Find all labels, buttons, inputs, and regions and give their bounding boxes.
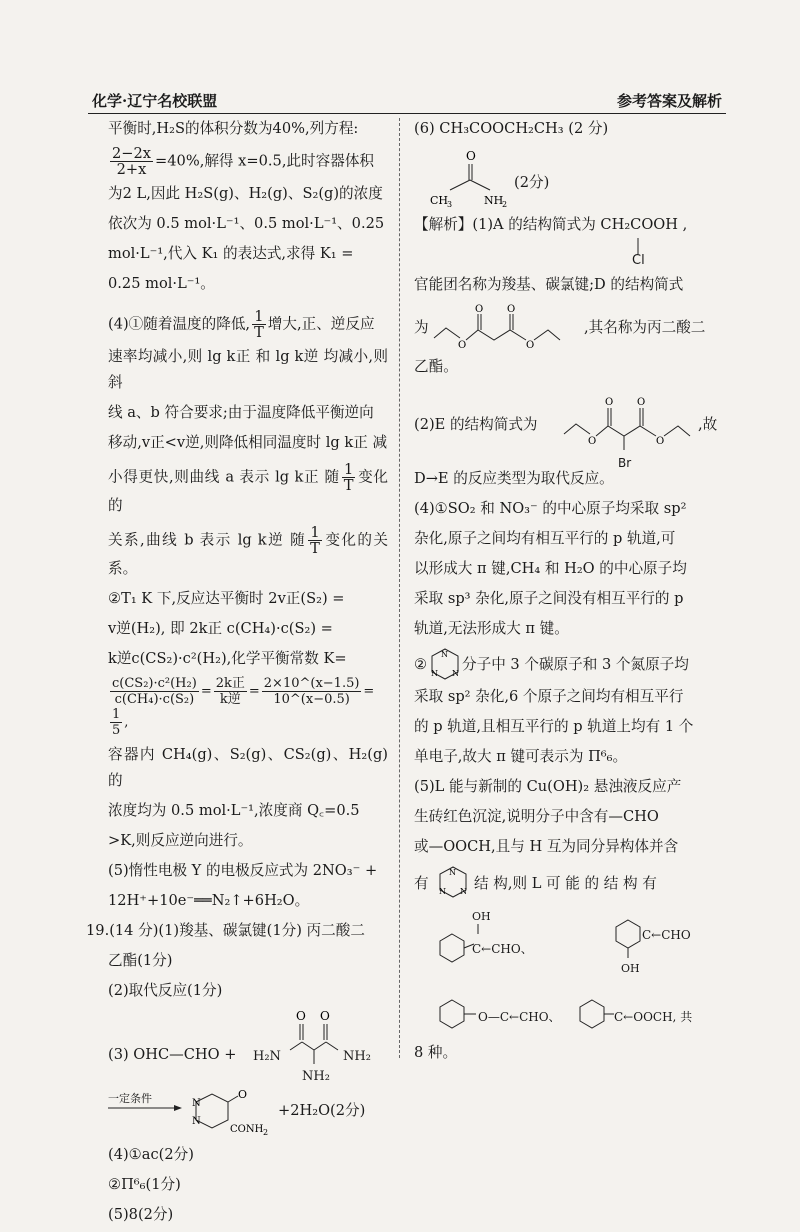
triazine-ring: [436, 864, 470, 902]
equation-line: $\frac{2-2x}{2+x}$ =40%,解得 x=0.5,此时容器体积: [112, 145, 375, 178]
text-line: v逆(H₂), 即 2k正 c(CH₄)·c(S₂) =: [108, 620, 333, 637]
text-line: 速率均减小,则 lg k正 和 lg k逆 均减小,则斜: [108, 348, 388, 391]
svg-text:O: O: [296, 1009, 306, 1023]
text-line: 小得更快,则曲线 a 表示 lg k正 随 $\frac{1}{T}$ 变化的: [108, 461, 388, 514]
acetamide-line: O CH 3 NH 2 (2分): [414, 146, 724, 212]
text-line: 以形成大 π 键,CH₄ 和 H₂O 的中心原子均: [414, 560, 687, 577]
header-section: 参考答案及解析: [616, 92, 722, 110]
text-line: 或—OOCH,且与 H 互为同分异构体并含: [414, 838, 679, 855]
svg-text:N: N: [192, 1116, 201, 1127]
svg-text:N: N: [449, 868, 456, 877]
acetamide-structure: [414, 146, 524, 212]
svg-text:N: N: [439, 887, 446, 896]
text-line: (4)①随着温度的降低, $\frac{1}{T}$ 增大,正、逆反应: [108, 308, 375, 341]
text-line: 的 p 轨道,且相互平行的 p 轨道上均有 1 个: [414, 718, 694, 735]
text-line: 19.(14 分)(1)羧基、碳氯键(1分) 丙二酸二: [86, 922, 365, 939]
text-line: ② N N N 分子中 3 个碳原子和 3 个氮原子均: [414, 646, 724, 684]
text-line: D→E 的反应类型为取代反应。: [414, 470, 614, 487]
svg-text:2: 2: [502, 200, 508, 209]
text-line: 官能团名称为羧基、碳氯键;D 的结构简式: [414, 276, 684, 293]
text-line: 8 种。: [414, 1044, 458, 1061]
column-divider: [399, 118, 400, 1058]
text-line: 容器内 CH₄(g)、S₂(g)、CS₂(g)、H₂(g)的: [108, 746, 388, 789]
svg-text:O: O: [320, 1009, 330, 1023]
reaction-product: 一定条件 N N O CONH 2 +2H₂O(2分): [108, 1086, 388, 1142]
diethyl-malonate-structure: [432, 302, 582, 354]
text-line: 为2 L,因此 H₂S(g)、H₂(g)、S₂(g)的浓度: [108, 185, 383, 202]
svg-text:O: O: [637, 397, 646, 408]
text-line: 有 N N N 结 构,则 L 可 能 的 结 构 有: [414, 864, 724, 904]
text-line: 轨道,无法形成大 π 键。: [414, 620, 569, 637]
text-line: 关系,曲线 b 表示 lg k逆 随 $\frac{1}{T}$ 变化的关系。: [108, 524, 388, 577]
header-rule: [88, 113, 726, 114]
text-line: >K,则反应逆向进行。: [108, 832, 253, 849]
text-line: (5)8(2分): [108, 1206, 174, 1223]
text-line: (2)E 的结构简式为 O O O O Br ,故: [414, 392, 724, 466]
candidate-structures: OH C←CHO、 C←CHO OH O—C←CHO、 C←OOCH, 共: [414, 904, 724, 1044]
text-line: ②Π⁶₆(1分): [108, 1176, 181, 1193]
svg-text:N: N: [452, 669, 459, 678]
header-title: 化学·辽宁名校联盟: [92, 92, 218, 110]
chloro-branch: Cl: [632, 253, 645, 268]
right-column: [414, 116, 724, 1070]
text-line: 移动,v正<v逆,则降低相同温度时 lg k正 减: [108, 434, 388, 451]
text-line: 浓度均为 0.5 mol·L⁻¹,浓度商 Q꜀=0.5: [108, 802, 360, 819]
text-line: 为 O O O O ,其名称为丙二酸二: [414, 302, 724, 354]
text-line: 【解析】(1)A 的结构简式为 CH₂COOH ,: [414, 216, 688, 233]
svg-text:O: O: [588, 436, 597, 447]
svg-text:O: O: [605, 397, 614, 408]
svg-text:3: 3: [447, 200, 453, 209]
svg-text:N: N: [192, 1098, 201, 1109]
text-line: 乙酯(1分): [108, 952, 173, 969]
text-line: 0.25 mol·L⁻¹。: [108, 275, 215, 292]
svg-text:CH: CH: [430, 194, 449, 207]
svg-text:O: O: [458, 340, 467, 351]
svg-text:N: N: [431, 669, 438, 678]
svg-text:NH: NH: [484, 194, 504, 207]
text-line: (2)取代反应(1分): [108, 982, 223, 999]
svg-text:O: O: [526, 340, 535, 351]
svg-text:CONH: CONH: [230, 1124, 264, 1135]
equation-line: $\frac{\text{c(CS₂)·c²(H₂)}}{\text{c(CH₄)·c(S₂)}}$ = $\frac{\text{2k正}}{\text{k逆}}$ = $\frac{2\times 10\^{}(x-1.5)}{10\^{}(x-0.5)}$ = $\frac{1}{5}$ ,: [112, 676, 375, 738]
text-line: mol·L⁻¹,代入 K₁ 的表达式,求得 K₁ =: [108, 245, 354, 262]
text-line: 依次为 0.5 mol·L⁻¹、0.5 mol·L⁻¹、0.25: [108, 215, 385, 232]
text-line: 乙酯。: [414, 358, 458, 375]
svg-text:2: 2: [263, 1128, 269, 1137]
text-line: 杂化,原子之间均有相互平行的 p 轨道,可: [414, 530, 676, 547]
text-line: 平衡时,H₂S的体积分数为40%,列方程:: [108, 120, 359, 137]
text-line: (4)①SO₂ 和 NO₃⁻ 的中心原子均采取 sp²: [414, 500, 687, 517]
svg-text:O: O: [507, 304, 516, 315]
text-line: ②T₁ K 下,反应达平衡时 2v正(S₂) =: [108, 590, 345, 607]
triazine-ring: [428, 646, 462, 682]
bromo-ester-structure: [562, 392, 702, 466]
left-column: [86, 116, 388, 1232]
svg-text:O: O: [475, 304, 484, 315]
text-line: 采取 sp² 杂化,6 个原子之间均有相互平行: [414, 688, 684, 705]
text-line: 12H⁺+10e⁻══N₂↑+6H₂O。: [108, 892, 310, 909]
text-line: (4)①ac(2分): [108, 1146, 194, 1163]
svg-text:O: O: [656, 436, 665, 447]
text-line: (5)L 能与新制的 Cu(OH)₂ 悬浊液反应产: [414, 778, 682, 795]
text-line: 线 a、b 符合要求;由于温度降低平衡逆向: [108, 404, 374, 421]
svg-text:N: N: [441, 650, 448, 659]
svg-text:N: N: [460, 887, 467, 896]
text-line: (5)惰性电极 Y 的电极反应式为 2NO₃⁻ +: [108, 862, 378, 879]
svg-text:O: O: [466, 149, 476, 163]
reaction-equation: (3) OHC—CHO + O O H₂N NH₂ NH₂: [108, 1008, 388, 1086]
svg-text:O: O: [238, 1088, 248, 1101]
text-line: 采取 sp³ 杂化,原子之间没有相互平行的 p: [414, 590, 684, 607]
fraction: $\frac{2-2x}{2+x}$: [112, 145, 152, 178]
text-line: (6) CH₃COOCH₂CH₃ (2 分): [414, 120, 609, 137]
text-line: 单电子,故大 π 键可表示为 Π⁶₆。: [414, 748, 628, 765]
text-line: 生砖红色沉淀,说明分子中含有—CHO: [414, 808, 659, 825]
text-line: k逆c(CS₂)·c²(H₂),化学平衡常数 K=: [108, 650, 347, 667]
